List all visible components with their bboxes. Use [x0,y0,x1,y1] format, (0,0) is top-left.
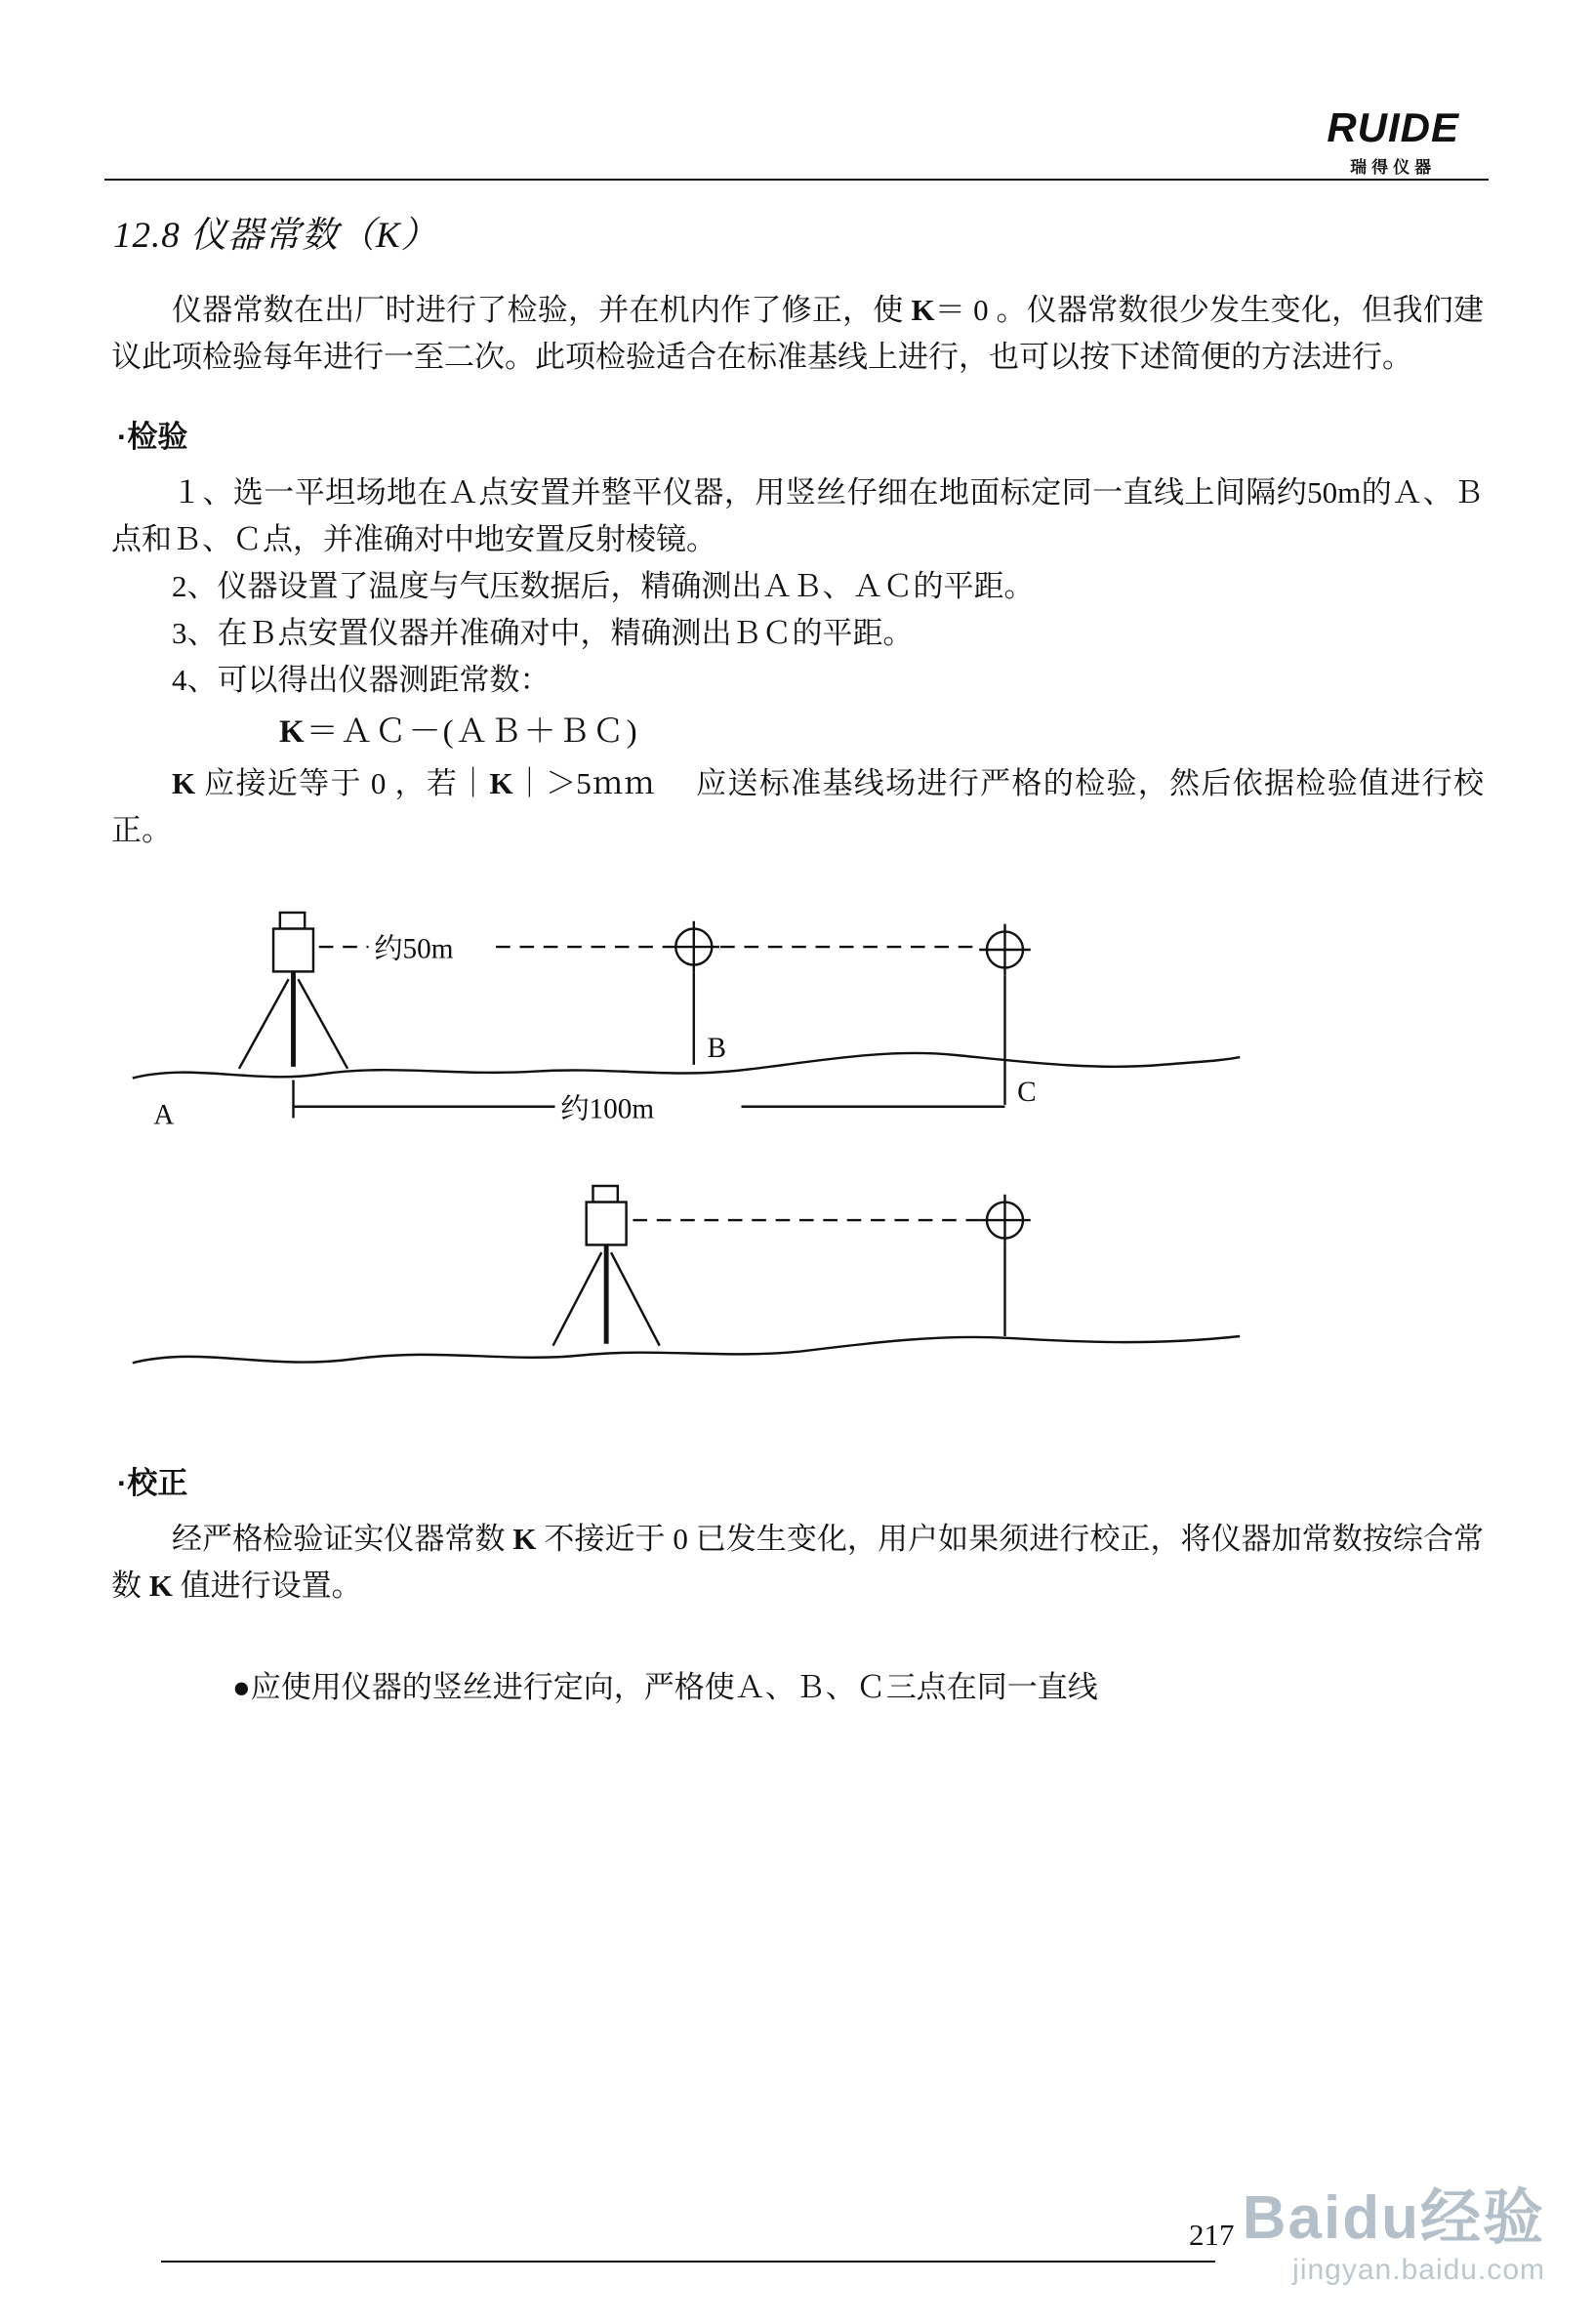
watermark [1243,2186,1545,2287]
header-rule [104,179,1489,181]
total-station-icon [239,913,347,1069]
station-b-diagram [125,1182,1484,1382]
adjustment-text-2: 不接近于 0 已发生变化，用户如果须进行校正，将仪器加常数按综合常数 [111,1522,1485,1603]
inspection-step-4: 4、可以得出仪器测距常数： [172,663,551,697]
inspection-step-2: 2、仪器设置了温度与气压数据后，精确测出ＡＢ、ＡＣ的平距。 [172,569,1035,603]
inspection-step-3: 3、在Ｂ点安置仪器并准确对中，精确测出ＢＣ的平距。 [172,616,914,650]
watermark-logo-text: Baidu经验 [1242,2184,1545,2252]
page-content [111,193,1484,1711]
point-label-c: C [1017,1076,1037,1108]
watermark-url-text: jingyan.baidu.com [1292,2254,1545,2287]
inspection-heading: ·检验 [117,420,188,454]
distance-label-100m: 约100m [560,1093,655,1125]
constant-k: K [512,1522,537,1556]
adjustment-text-3: 值进行设置。 [172,1569,362,1603]
brand-logo [1327,104,1459,178]
constant-k: K [279,714,307,750]
constant-k: K [148,1569,173,1603]
total-station-icon [553,1186,660,1346]
formula-expression: ＝ＡＣ－(ＡＢ＋ＢＣ) [306,714,639,750]
distance-label-50m: 约50m [374,933,454,965]
brand-logo-subtext: 瑞得仪器 [1350,158,1437,177]
adjustment-paragraph [111,1516,1484,1610]
constant-k: K [911,293,935,327]
intro-text-1: 仪器常数在出厂时进行了检验，并在机内作了修正，使 [172,293,912,327]
ground-line [133,1336,1240,1363]
baseline-layout-diagram [125,907,1484,1145]
footer-rule [161,2261,1215,2263]
point-label-a: A [153,1099,175,1131]
station-b-diagram-svg [125,1182,1247,1377]
result-text-2: ｜＞5ｍｍ 应送标准基线场进行严格的检验，然后依据检验值进行校正。 [111,766,1485,847]
page-number: 217 [1189,2218,1235,2252]
inspection-step-1: １、选一平坦场地在Ａ点安置并整平仪器，用竖丝仔细在地面标定同一直线上间隔约50m的Ａ、Ｂ点和Ｂ、Ｃ点，并准确对中地安置反射棱镜。 [111,475,1484,556]
adjustment-text-1: 经严格检验证实仪器常数 [172,1522,513,1556]
ground-line [133,1053,1240,1079]
result-text-1: 应接近等于 0 ，若｜ [195,766,490,800]
constant-k: K [489,766,513,800]
brand-logo-text: RUIDE [1327,104,1459,150]
prism-icon [979,1195,1031,1336]
constant-formula [279,706,1484,758]
inspection-result-paragraph [111,760,1484,854]
point-label-b: B [707,1033,726,1065]
intro-paragraph [111,287,1484,381]
baseline-diagram-svg [125,907,1247,1140]
constant-k: K [172,766,196,800]
intro-text-2: ＝ 0 。仪器常数很少发生变化，但我们建议此项检验每年进行一至二次。此项检验适合在标准基线上进行，也可以按下述简便的方法进行。 [111,293,1484,374]
section-title: 12.8 仪器常数（K） [113,216,438,256]
adjustment-heading: ·校正 [117,1466,188,1500]
alignment-note: ●应使用仪器的竖丝进行定向，严格使Ａ、Ｂ、Ｃ三点在同一直线 [232,1670,1098,1704]
